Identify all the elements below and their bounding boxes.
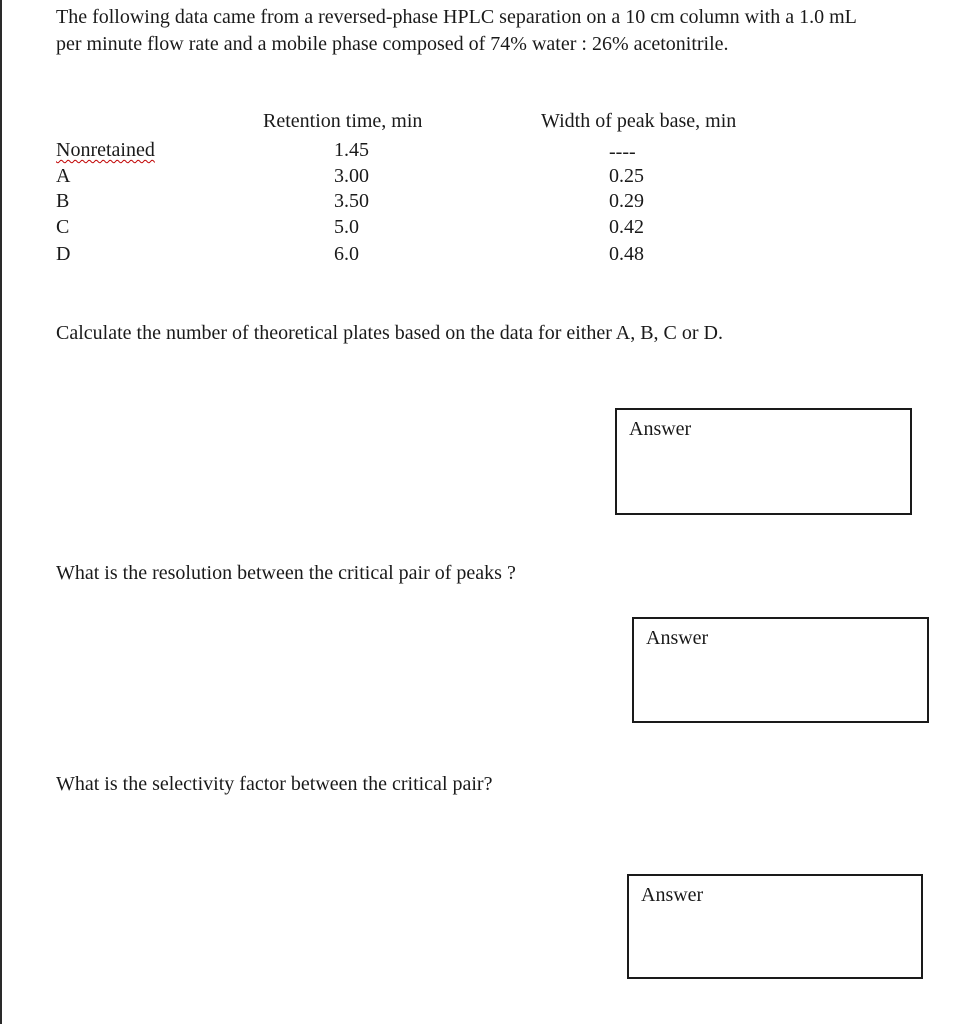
- peak-width-cell: 0.42: [609, 216, 644, 238]
- question-selectivity-factor: What is the selectivity factor between the critical pair?: [56, 773, 493, 795]
- page-left-border: [0, 0, 2, 1024]
- peak-width-cell: 0.29: [609, 190, 644, 212]
- row-label: Nonretained: [56, 139, 155, 161]
- answer-label: Answer: [641, 884, 704, 906]
- question-theoretical-plates: Calculate the number of theoretical plates based on the data for either A, B, C or D.: [56, 322, 724, 344]
- retention-time-cell: 3.00: [334, 165, 369, 187]
- row-label: A: [56, 165, 71, 187]
- row-label: B: [56, 190, 70, 212]
- answer-box-theoretical-plates[interactable]: [615, 408, 912, 515]
- retention-time-cell: 3.50: [334, 190, 369, 212]
- answer-label: Answer: [646, 627, 709, 649]
- question-resolution: What is the resolution between the critical pair of peaks ?: [56, 562, 516, 584]
- peak-width-cell: ----: [609, 141, 636, 163]
- peak-width-header: Width of peak base, min: [541, 110, 737, 132]
- answer-label: Answer: [629, 418, 692, 440]
- retention-time-header: Retention time, min: [263, 110, 423, 132]
- retention-time-cell: 6.0: [334, 243, 359, 265]
- retention-time-cell: 5.0: [334, 216, 359, 238]
- peak-width-cell: 0.25: [609, 165, 644, 187]
- answer-box-selectivity-factor[interactable]: [627, 874, 923, 979]
- peak-width-cell: 0.48: [609, 243, 644, 265]
- intro-paragraph: The following data came from a reversed-phase HPLC separation on a 10 cm column with a 1.0 mL per minute flow rate and a mobile phase composed of 74% water : 26% acetonitrile.: [56, 6, 857, 55]
- row-label: C: [56, 216, 70, 238]
- answer-box-resolution[interactable]: [632, 617, 929, 723]
- row-label: D: [56, 243, 71, 265]
- retention-time-cell: 1.45: [334, 139, 369, 161]
